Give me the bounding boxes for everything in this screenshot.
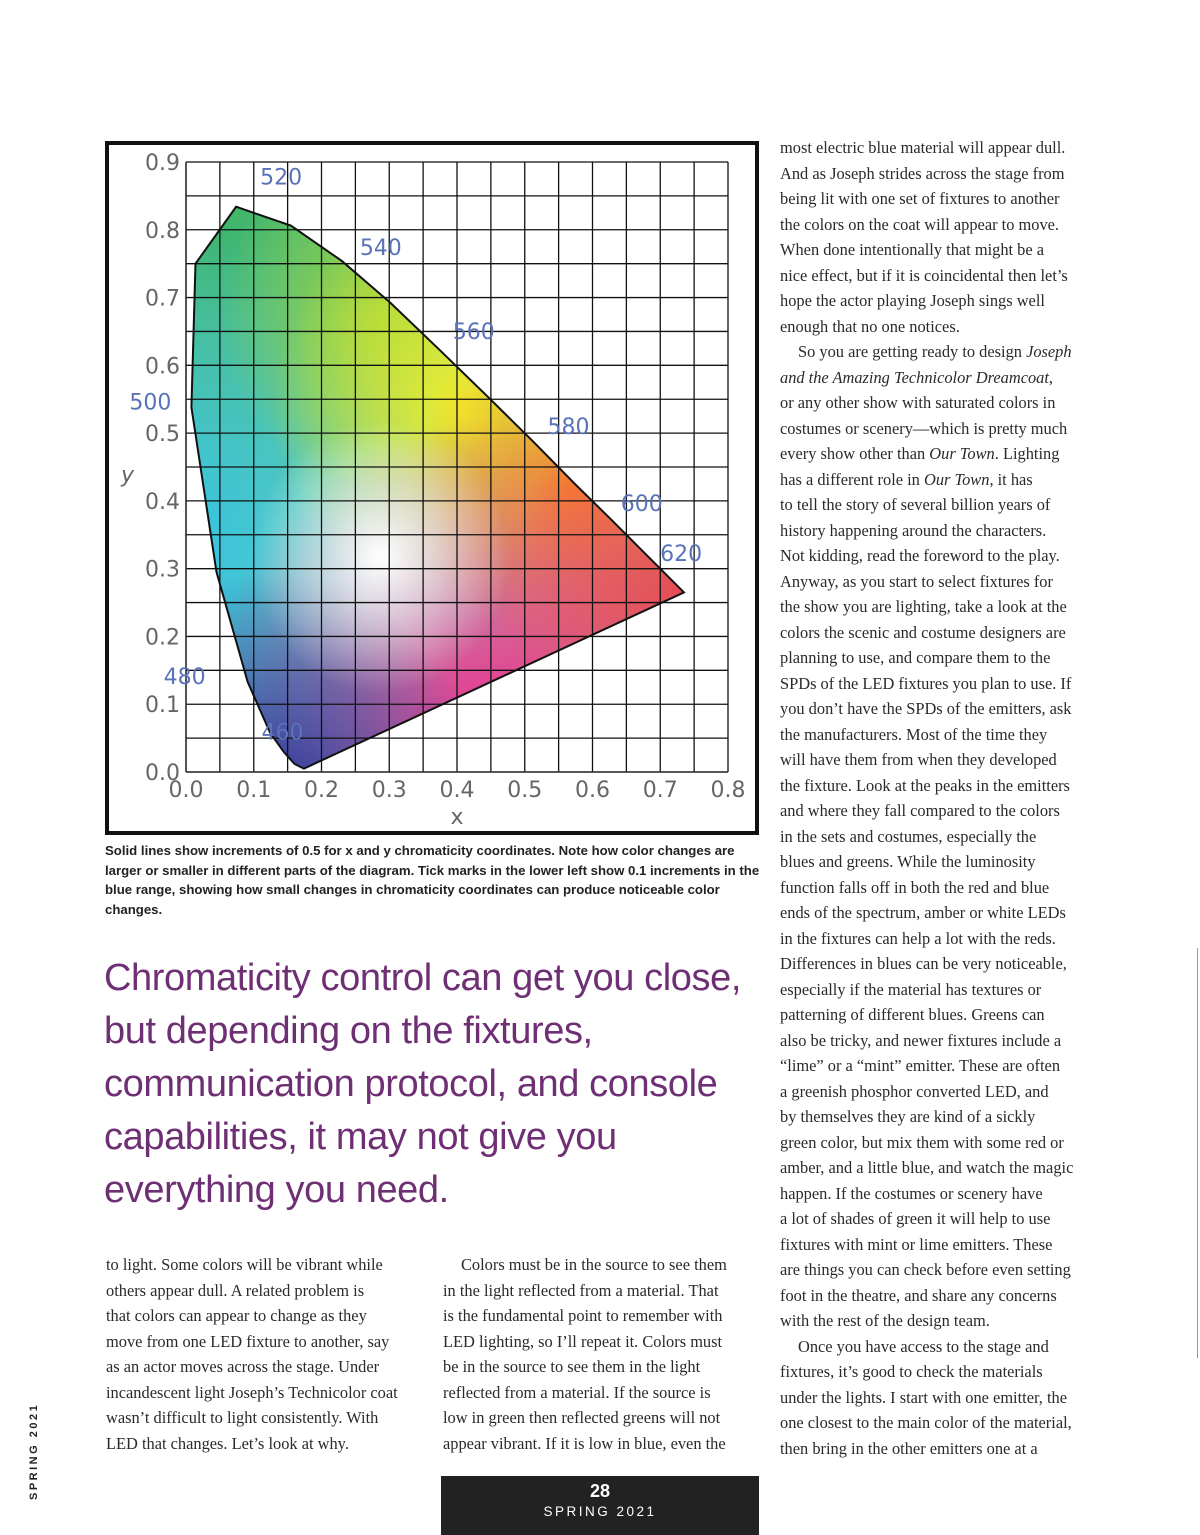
body-line: most electric blue material will appear dull. (780, 138, 1066, 157)
body-line: hope the actor playing Joseph sings well (780, 291, 1045, 310)
body-line: others appear dull. A related problem is (106, 1280, 365, 1300)
paragraph-rest (780, 492, 1100, 1334)
body-line: you don’t have the SPDs of the emitters, ask (780, 699, 1072, 718)
body-line (780, 339, 1100, 365)
body-line: colors the scenic and costume designers are (780, 622, 1066, 642)
body-line: fixtures, it’s good to check the materials (780, 1362, 1043, 1381)
x-tick-label: 0.0 (168, 778, 204, 803)
body-line: are things you can check before even setting (780, 1260, 1071, 1279)
body-line (780, 441, 1100, 467)
body-line: history happening around the characters. (780, 520, 1047, 540)
y-tick-label: 0.6 (145, 354, 180, 380)
x-tick-label: 0.5 (507, 778, 543, 803)
wavelength-label: 480 (163, 664, 206, 690)
y-tick-label: 0.9 (145, 151, 180, 176)
body-line: LED that changes. Let’s look at why. (106, 1433, 349, 1453)
body-line: Differences in blues can be very noticeable, (780, 954, 1067, 973)
body-line: in the sets and costumes, especially the (780, 826, 1037, 846)
body-line: under the lights. I start with one emitter, the (780, 1387, 1068, 1407)
body-line: costumes or scenery—which is pretty much (780, 418, 1068, 438)
body-line: also be tricky, and newer fixtures include a (780, 1030, 1062, 1050)
text-run: , it has (989, 469, 1033, 489)
body-line: appear vibrant. If it is low in blue, even the (443, 1433, 726, 1453)
body-line: a lot of shades of green it will help to use (780, 1209, 1051, 1228)
body-line (780, 467, 1100, 493)
body-line: happen. If the costumes or scenery have (780, 1183, 1043, 1203)
body-line: foot in the theatre, and share any concerns (780, 1285, 1057, 1305)
page-edge-rule (1197, 948, 1198, 1358)
body-line: incandescent light Joseph’s Technicolor coat (106, 1382, 398, 1402)
body-line: fixtures with mint or lime emitters. These (780, 1234, 1053, 1254)
wavelength-label: 620 (660, 542, 703, 568)
paragraph (780, 339, 1100, 1334)
text-run: has a different role in (780, 469, 924, 489)
body-line: by themselves they are kind of a sickly (780, 1107, 1036, 1126)
body-line: Anyway, as you start to select fixtures for (780, 571, 1053, 591)
body-line: ends of the spectrum, amber or white LEDs (780, 903, 1066, 922)
text-run: , (1048, 367, 1054, 387)
body-line: or any other show with saturated colors in (780, 393, 1056, 412)
x-tick-label: 0.8 (710, 778, 746, 803)
title-italic: Our Town (923, 469, 990, 489)
body-line: is the fundamental point to remember with (443, 1306, 723, 1325)
body-line: amber, and a little blue, and watch the magic (780, 1158, 1074, 1177)
y-tick-label: 0.1 (145, 693, 180, 719)
pull-quote-line: everything you need. (104, 1169, 449, 1211)
y-tick-label: 0.2 (145, 625, 180, 651)
body-line: move from one LED fixture to another, say (106, 1331, 390, 1351)
body-line: the colors on the coat will appear to move. (780, 214, 1060, 234)
body-line: the manufacturers. Most of the time they (780, 724, 1048, 744)
pull-quote-line: but depending on the fixtures, (104, 1010, 593, 1052)
pull-quote-line: capabilities, it may not give you (104, 1116, 617, 1158)
figure-caption: Solid lines show increments of 0.5 for x and y chromaticity coordinates. Note how color changes are larger or smaller in different parts of the diagram. Tick marks in the lower left show 0.1 increments in the blue range, showing how small changes in chromaticity coordinates can produce noticeable color changes. (105, 843, 760, 917)
side-issue-label: SPRING 2021 (28, 1402, 40, 1500)
body-line: function falls off in both the red and blue (780, 877, 1050, 897)
wavelength-label: 600 (620, 492, 663, 518)
pull-quote-line: communication protocol, and console (104, 1063, 718, 1105)
body-line: green color, but mix them with some red or (780, 1132, 1064, 1152)
body-line: that colors can appear to change as they (106, 1306, 367, 1325)
body-line: When done intentionally that might be a (780, 240, 1045, 259)
body-line: wasn’t difficult to light consistently. With (106, 1408, 379, 1427)
body-line: in the fixtures can help a lot with the reds. (780, 928, 1056, 948)
body-line: then bring in the other emitters one at a (780, 1438, 1038, 1458)
body-line: especially if the material has textures or (780, 979, 1042, 999)
body-line: LED lighting, so I’ll repeat it. Colors must (443, 1331, 723, 1351)
issue-label: SPRING 2021 (543, 1504, 657, 1519)
body-line: low in green then reflected greens will not (443, 1408, 721, 1427)
body-line: in the light reflected from a material. That (443, 1280, 719, 1300)
x-tick-label: 0.7 (642, 778, 678, 803)
body-column-1 (106, 1252, 426, 1456)
x-tick-label: 0.2 (304, 778, 339, 803)
x-tick-label: 0.3 (371, 778, 407, 803)
body-line: “lime” or a “mint” emitter. These are often (780, 1056, 1061, 1075)
text-run: . Lighting (994, 444, 1060, 463)
body-line: Once you have access to the stage and (798, 1336, 1049, 1356)
x-axis-title: x (450, 805, 464, 830)
body-line: Colors must be in the source to see them (461, 1255, 727, 1274)
body-line: the fixture. Look at the peaks in the emitters (780, 775, 1070, 795)
wavelength-label: 560 (452, 320, 495, 346)
body-line: blues and greens. While the luminosity (780, 852, 1036, 871)
x-tick-label: 0.4 (439, 778, 475, 803)
pull-quote-line: Chromaticity control can get you close, (104, 957, 742, 999)
y-tick-label: 0.0 (145, 761, 180, 786)
body-line: with the rest of the design team. (780, 1311, 990, 1330)
y-tick-label: 0.4 (145, 489, 180, 515)
body-line: will have them from when they developed (780, 750, 1057, 769)
body-line: the show you are lighting, take a look at the (780, 597, 1067, 616)
body-line: planning to use, and compare them to the (780, 648, 1051, 667)
figure (105, 141, 759, 835)
body-line: Not kidding, read the foreword to the play. (780, 546, 1060, 565)
body-line: SPDs of the LED fixtures you plan to use. If (780, 673, 1072, 693)
body-line: be in the source to see them in the light (443, 1357, 701, 1376)
paragraph (780, 1334, 1100, 1462)
wavelength-label: 580 (547, 414, 590, 440)
y-tick-label: 0.8 (145, 218, 180, 244)
x-tick-label: 0.6 (575, 778, 610, 803)
cie-chromaticity-chart (109, 145, 755, 831)
body-column-2 (443, 1252, 763, 1456)
body-line: as an actor moves across the stage. Under (106, 1357, 380, 1376)
wavelength-label: 540 (359, 235, 402, 261)
x-tick-label: 0.1 (236, 778, 272, 803)
body-line: patterning of different blues. Greens can (780, 1005, 1045, 1024)
text-run: So you are getting ready to design (798, 342, 1027, 361)
body-line: And as Joseph strides across the stage from (780, 163, 1065, 183)
paragraph (780, 135, 1100, 339)
title-italic: Joseph (1026, 342, 1072, 361)
body-line (780, 365, 1100, 391)
y-tick-label: 0.5 (145, 422, 180, 448)
body-line: enough that no one notices. (780, 316, 960, 336)
body-line: nice effect, but if it is coincidental then let’s (780, 265, 1068, 285)
body-line: a greenish phosphor converted LED, and (780, 1081, 1049, 1101)
body-line: one closest to the main color of the material, (780, 1413, 1072, 1432)
body-line: to light. Some colors will be vibrant while (106, 1255, 383, 1274)
page-footer (441, 1476, 759, 1535)
y-tick-label: 0.7 (145, 286, 180, 312)
body-line: to tell the story of several billion years of (780, 495, 1051, 514)
pull-quote (104, 952, 764, 1217)
wavelength-label: 520 (260, 165, 303, 191)
body-column-3 (780, 135, 1100, 1461)
body-line: and where they fall compared to the colors (780, 801, 1060, 820)
title-italic: Our Town (929, 444, 995, 463)
wavelength-label: 500 (129, 390, 172, 416)
y-tick-label: 0.3 (145, 557, 180, 583)
wavelength-label: 460 (261, 720, 304, 746)
body-line: being lit with one set of fixtures to another (780, 189, 1060, 208)
text-run: every show other than (780, 444, 930, 463)
page-number: 28 (589, 1481, 611, 1501)
body-line: reflected from a material. If the source is (443, 1382, 711, 1402)
y-axis-title: y (121, 462, 135, 488)
title-italic: and the Amazing Technicolor Dreamcoat (780, 367, 1049, 387)
